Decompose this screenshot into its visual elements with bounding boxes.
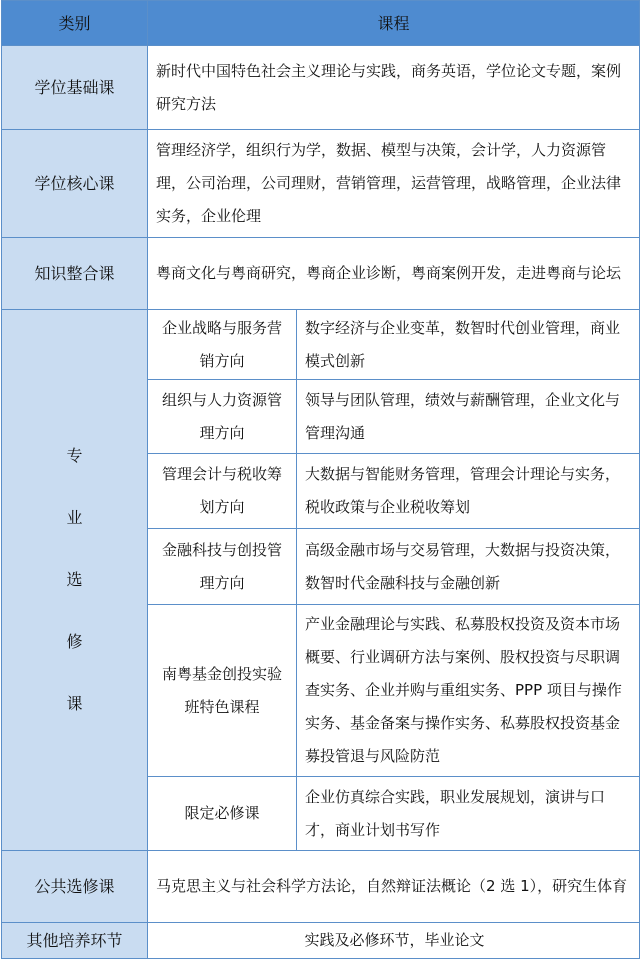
direction-courses: 领导与团队管理，绩效与薪酬管理，企业文化与管理沟通	[297, 380, 640, 454]
category-elective-char: 业	[66, 508, 83, 527]
courses-basic: 新时代中国特色社会主义理论与实践，商务英语，学位论文专题，案例研究方法	[148, 46, 640, 130]
direction-courses: 大数据与智能财务管理，管理会计理论与实务，税收政策与企业税收筹划	[297, 454, 640, 529]
category-core: 学位核心课	[2, 130, 148, 238]
direction-cell: 企业战略与服务营销方向	[148, 310, 297, 380]
category-elective-char: 修	[66, 632, 83, 651]
row-other	[2, 923, 640, 959]
row-public	[2, 851, 640, 923]
category-elective-char: 专	[66, 446, 83, 465]
category-basic: 学位基础课	[2, 46, 148, 130]
header-row	[2, 1, 640, 46]
category-integration: 知识整合课	[2, 238, 148, 310]
courses-other: 实践及必修环节，毕业论文	[148, 923, 640, 959]
header-course: 课程	[148, 1, 640, 46]
category-elective-char: 选	[66, 570, 83, 589]
category-elective-char: 课	[66, 694, 83, 713]
direction-courses: 企业仿真综合实践，职业发展规划，演讲与口才，商业计划书写作	[297, 777, 640, 851]
elective-row	[2, 310, 640, 380]
direction-courses: 数字经济与企业变革，数智时代创业管理，商业模式创新	[297, 310, 640, 380]
row-integration	[2, 238, 640, 310]
direction-cell: 金融科技与创投管理方向	[148, 529, 297, 605]
category-elective	[2, 310, 148, 851]
curriculum-table	[1, 0, 640, 959]
row-basic	[2, 46, 640, 130]
courses-core: 管理经济学，组织行为学，数据、模型与决策，会计学，人力资源管理，公司治理，公司理财，营销管理，运营管理，战略管理，企业法律实务，企业伦理	[148, 130, 640, 238]
category-public: 公共选修课	[2, 851, 148, 923]
courses-public: 马克思主义与社会科学方法论，自然辩证法概论（2 选 1），研究生体育	[148, 851, 640, 923]
direction-cell: 南粤基金创投实验班特色课程	[148, 605, 297, 777]
direction-cell: 限定必修课	[148, 777, 297, 851]
courses-integration: 粤商文化与粤商研究，粤商企业诊断，粤商案例开发，走进粤商与论坛	[148, 238, 640, 310]
header-category: 类别	[2, 1, 148, 46]
direction-cell: 管理会计与税收筹划方向	[148, 454, 297, 529]
direction-courses: 产业金融理论与实践、私募股权投资及资本市场概要、行业调研方法与案例、股权投资与尽职调查实务、企业并购与重组实务、PPP 项目与操作实务、基金备案与操作实务、私募股权投资基金募投管退与风险防范	[297, 605, 640, 777]
direction-cell: 组织与人力资源管理方向	[148, 380, 297, 454]
row-core	[2, 130, 640, 238]
direction-courses: 高级金融市场与交易管理，大数据与投资决策，数智时代金融科技与金融创新	[297, 529, 640, 605]
category-other: 其他培养环节	[2, 923, 148, 959]
